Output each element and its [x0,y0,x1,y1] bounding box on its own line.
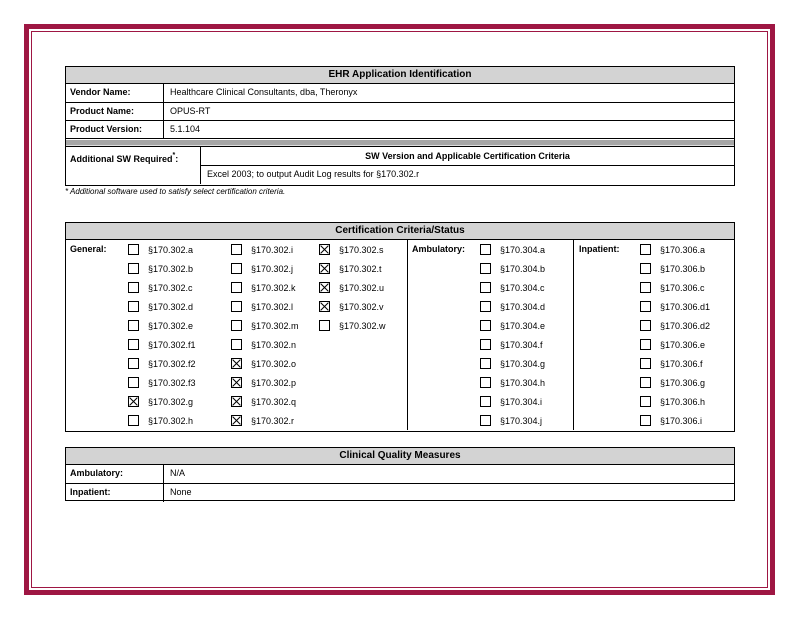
checkbox-icon-170.306.e[interactable] [640,339,651,350]
checkbox-icon-170.304.d[interactable] [480,301,491,312]
criterion-row [128,392,196,411]
checkbox-icon-170.306.d2[interactable] [640,320,651,331]
criterion-label: §170.302.j [251,263,294,274]
criterion-row [231,354,299,373]
checkbox-icon-170.302.n[interactable] [231,339,242,350]
criteria-column [231,240,299,430]
checkbox-icon-170.306.g[interactable] [640,377,651,388]
criterion-label: §170.306.i [660,415,703,426]
criterion-label: §170.302.b [148,263,194,274]
cqm-ambulatory-label: Ambulatory: [66,465,164,483]
criterion-label: §170.306.h [660,396,706,407]
criterion-label: §170.302.v [339,301,384,312]
criteria-column [128,240,196,430]
checkbox-icon-170.302.a[interactable] [128,244,139,255]
cqm-inpatient-label: Inpatient: [66,484,164,502]
criterion-label: §170.302.i [251,244,294,255]
criterion-label: §170.302.w [339,320,386,331]
product-name-row [66,103,734,121]
criterion-label: §170.304.c [500,282,545,293]
criterion-label: §170.306.d1 [660,301,711,312]
criterion-row [480,278,545,297]
criterion-row [640,411,710,430]
criterion-label: §170.302.p [251,377,297,388]
checkbox-icon-170.304.h[interactable] [480,377,491,388]
criterion-label: §170.304.i [500,396,543,407]
cqm-ambulatory-value: N/A [170,468,186,478]
additional-sw-label: Additional SW Required*: [66,147,201,184]
checkbox-checked-icon-170.302.t[interactable] [319,263,330,274]
separator-band [66,139,734,147]
criterion-label: §170.306.d2 [660,320,711,331]
section-general [66,240,407,430]
checkbox-icon-170.302.e[interactable] [128,320,139,331]
criterion-row [640,240,710,259]
product-name-label: Product Name: [66,103,164,120]
checkbox-checked-icon-170.302.g[interactable] [128,396,139,407]
ehr-identification-table [65,66,735,186]
criterion-label: §170.304.j [500,415,543,426]
checkbox-icon-170.302.d[interactable] [128,301,139,312]
criterion-label: §170.304.h [500,377,546,388]
criterion-row [231,316,299,335]
criterion-label: §170.304.b [500,263,546,274]
criterion-row [640,354,710,373]
criterion-row [128,373,196,392]
clinical-quality-measures-table [65,447,735,501]
criterion-row [128,335,196,354]
checkbox-checked-icon-170.302.u[interactable] [319,282,330,293]
criterion-label: §170.306.b [660,263,706,274]
criterion-label: §170.302.e [148,320,194,331]
criterion-label: §170.302.s [339,244,384,255]
criterion-row [319,297,386,316]
criterion-row [231,335,299,354]
footnote-text: * Additional software used to satisfy select certification criteria. [65,187,286,196]
criterion-label: §170.302.c [148,282,193,293]
criterion-row [480,335,545,354]
criterion-label: §170.302.o [251,358,297,369]
criterion-row [319,278,386,297]
checkbox-checked-icon-170.302.s[interactable] [319,244,330,255]
checkbox-checked-icon-170.302.o[interactable] [231,358,242,369]
criterion-row [231,392,299,411]
criterion-row [128,411,196,430]
checkbox-icon-170.306.f[interactable] [640,358,651,369]
product-name-value: OPUS-RT [170,106,211,116]
criterion-row [480,259,545,278]
checkbox-icon-170.302.l[interactable] [231,301,242,312]
criterion-label: §170.302.g [148,396,194,407]
cqm-inpatient-value: None [170,487,192,497]
section-label-general: General: [70,244,107,254]
checkbox-icon-170.306.c[interactable] [640,282,651,293]
sw-version-value: Excel 2003; to output Audit Log results for §170.302.r [207,169,420,179]
checkbox-icon-170.302.w[interactable] [319,320,330,331]
criterion-row [640,335,710,354]
criterion-label: §170.306.f [660,358,703,369]
product-version-label: Product Version: [66,121,164,138]
criterion-label: §170.306.g [660,377,706,388]
checkbox-icon-170.302.c[interactable] [128,282,139,293]
criterion-row [640,278,710,297]
criterion-row [480,240,545,259]
section-label-inpatient: Inpatient: [579,244,620,254]
checkbox-icon-170.306.i[interactable] [640,415,651,426]
product-version-value: 5.1.104 [170,124,201,134]
criterion-row [640,392,710,411]
criterion-row [480,411,545,430]
additional-sw-section [66,147,734,184]
criterion-row [231,297,299,316]
criterion-row [480,297,545,316]
criterion-row [231,259,299,278]
checkbox-icon-170.302.j[interactable] [231,263,242,274]
criterion-row [480,354,545,373]
criterion-row [231,373,299,392]
criterion-label: §170.302.q [251,396,297,407]
criterion-label: §170.302.m [251,320,299,331]
checkbox-icon-170.302.f3[interactable] [128,377,139,388]
criterion-row [640,297,710,316]
checkbox-icon-170.306.h[interactable] [640,396,651,407]
product-version-row [66,121,734,139]
section-inpatient [573,240,736,430]
checkbox-icon-170.302.f1[interactable] [128,339,139,350]
criterion-label: §170.302.h [148,415,194,426]
criterion-label: §170.306.e [660,339,706,350]
checkbox-icon-170.302.m[interactable] [231,320,242,331]
criterion-label: §170.306.c [660,282,705,293]
criterion-row [640,316,710,335]
checkbox-icon-170.304.e[interactable] [480,320,491,331]
criterion-row [128,259,196,278]
criterion-label: §170.302.f2 [148,358,196,369]
checkbox-checked-icon-170.302.q[interactable] [231,396,242,407]
criterion-label: §170.304.g [500,358,546,369]
criteria-column [480,240,545,430]
criterion-label: §170.302.k [251,282,296,293]
checkbox-icon-170.302.f2[interactable] [128,358,139,369]
checkbox-icon-170.302.h[interactable] [128,415,139,426]
criteria-column [319,240,386,335]
checkbox-icon-170.304.f[interactable] [480,339,491,350]
checkbox-icon-170.302.k[interactable] [231,282,242,293]
criterion-row [319,259,386,278]
checkbox-icon-170.302.i[interactable] [231,244,242,255]
footnote-asterisk: * [172,152,176,159]
criterion-row [640,259,710,278]
cqm-inpatient-row [66,484,734,502]
criterion-row [480,392,545,411]
criterion-label: §170.302.l [251,301,294,312]
criterion-row [480,373,545,392]
criterion-row [128,297,196,316]
checkbox-icon-170.304.j[interactable] [480,415,491,426]
checkbox-icon-170.306.a[interactable] [640,244,651,255]
ehr-table-title: EHR Application Identification [66,67,734,84]
checkbox-icon-170.304.a[interactable] [480,244,491,255]
criterion-label: §170.302.r [251,415,295,426]
criterion-row [231,240,299,259]
criterion-row [128,278,196,297]
criterion-label: §170.306.a [660,244,706,255]
checkbox-icon-170.304.i[interactable] [480,396,491,407]
vendor-name-row [66,84,734,103]
checkbox-icon-170.304.g[interactable] [480,358,491,369]
criterion-row [128,354,196,373]
criterion-row [480,316,545,335]
criterion-row [128,316,196,335]
cqm-table-title: Clinical Quality Measures [66,448,734,465]
section-label-ambulatory: Ambulatory: [412,244,466,254]
criterion-row [231,411,299,430]
criterion-label: §170.304.a [500,244,546,255]
criterion-label: §170.302.a [148,244,194,255]
criterion-label: §170.302.u [339,282,385,293]
criterion-label: §170.302.d [148,301,194,312]
certification-table-title: Certification Criteria/Status [66,223,734,240]
criterion-label: §170.302.f3 [148,377,196,388]
criterion-label: §170.304.f [500,339,543,350]
criterion-label: §170.302.n [251,339,297,350]
criterion-label: §170.302.t [339,263,382,274]
criterion-label: §170.304.e [500,320,546,331]
criterion-row [128,240,196,259]
checkbox-icon-170.306.d1[interactable] [640,301,651,312]
vendor-name-label: Vendor Name: [66,84,164,102]
checkbox-checked-icon-170.302.p[interactable] [231,377,242,388]
certification-criteria-table [65,222,735,432]
criterion-row [231,278,299,297]
document-content [65,66,735,506]
checkbox-icon-170.304.b[interactable] [480,263,491,274]
vendor-name-value: Healthcare Clinical Consultants, dba, Theronyx [170,87,358,97]
section-ambulatory [407,240,573,430]
criterion-row [319,316,386,335]
cqm-ambulatory-row [66,465,734,484]
sw-version-header: SW Version and Applicable Certification Criteria [201,147,734,166]
checkbox-icon-170.302.b[interactable] [128,263,139,274]
criterion-row [640,373,710,392]
checkbox-icon-170.304.c[interactable] [480,282,491,293]
criterion-row [319,240,386,259]
criterion-label: §170.304.d [500,301,546,312]
checkbox-icon-170.306.b[interactable] [640,263,651,274]
checkbox-checked-icon-170.302.r[interactable] [231,415,242,426]
criterion-label: §170.302.f1 [148,339,196,350]
criteria-column [640,240,710,430]
checkbox-checked-icon-170.302.v[interactable] [319,301,330,312]
certification-table-body [66,240,734,430]
